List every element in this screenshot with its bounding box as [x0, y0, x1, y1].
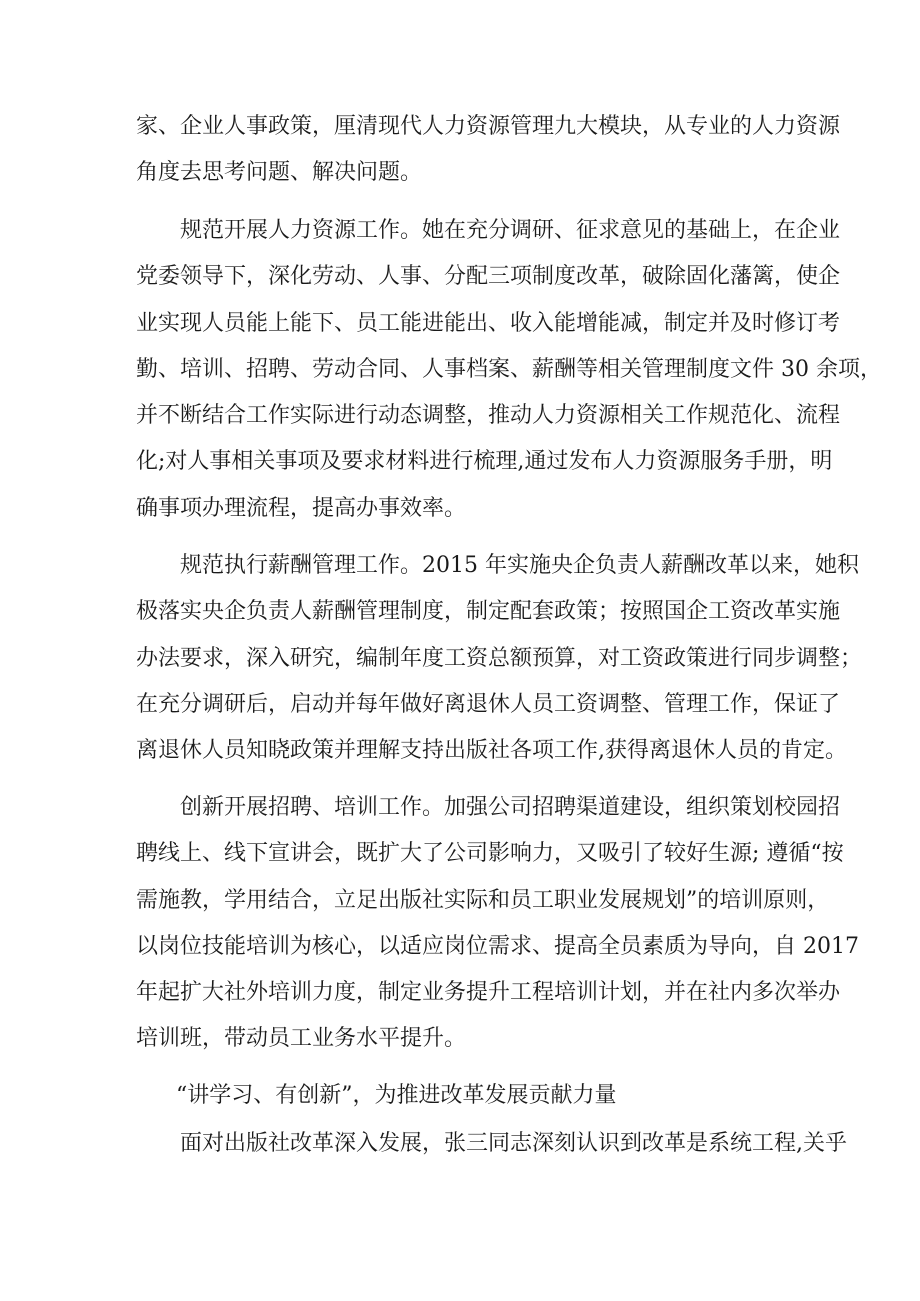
text-line: 党委领导下，深化劳动、人事、分配三项制度改革，破除固化藩篱，使企 [136, 264, 841, 290]
text-line: 极落实央企负责人薪酬管理制度，制定配套政策；按照国企工资改革实施 [136, 599, 841, 625]
text-line: 离退休人员知晓政策并理解支持出版社各项工作,获得离退休人员的肯定。 [136, 738, 847, 764]
text-line: 需施教，学用结合，立足出版社实际和员工职业发展规划”的培训原则， [136, 887, 830, 913]
text-line: 角度去思考问题、解决问题。 [136, 160, 423, 186]
text-line: 以岗位技能培训为核心，以适应岗位需求、提高全员素质为导向，自 2017 [136, 933, 859, 959]
text-line: 年起扩大社外培训力度，制定业务提升工程培训计划，并在社内多次举办 [136, 980, 841, 1006]
paragraph-hr-standardization [136, 208, 882, 532]
paragraph-recruitment-training [136, 785, 859, 1063]
text-line: 化;对人事相关事项及要求材料进行梳理,通过发布人力资源服务手册，明 [136, 449, 833, 475]
text-line: 并不断结合工作实际进行动态调整，推动人力资源相关工作规范化、流程 [136, 403, 841, 429]
text-line: 办法要求，深入研究，编制年度工资总额预算，对工资政策进行同步调整； [136, 645, 863, 671]
text-line: 在充分调研后，启动并每年做好离退休人员工资调整、管理工作，保证了 [136, 691, 841, 717]
paragraph-salary-management [136, 543, 863, 774]
paragraph-hr-policy-continued [136, 104, 841, 197]
text-line: 聘线上、线下宣讲会，既扩大了公司影响力，又吸引了较好生源; 遵循“按 [136, 841, 844, 867]
paragraph-reform-intro [136, 1121, 847, 1167]
text-line: 规范开展人力资源工作。她在充分调研、征求意见的基础上，在企业 [180, 218, 841, 243]
section-heading [176, 1073, 836, 1119]
text-line: 规范执行薪酬管理工作。2015 年实施央企负责人薪酬改革以来，她积 [180, 553, 859, 578]
text-line: 培训班，带动员工业务水平提升。 [136, 1026, 467, 1052]
text-line: 确事项办理流程，提高办事效率。 [136, 495, 467, 521]
text-line: 面对出版社改革深入发展，张三同志深刻认识到改革是系统工程,关乎 [180, 1131, 847, 1156]
text-line: 家、企业人事政策，厘清现代人力资源管理九大模块，从专业的人力资源 [136, 114, 841, 139]
text-line: 勤、培训、招聘、劳动合同、人事档案、薪酬等相关管理制度文件 30 余项， [136, 356, 882, 382]
text-line: 业实现人员能上能下、员工能进能出、收入能增能减，制定并及时修订考 [136, 310, 841, 336]
text-line: 创新开展招聘、培训工作。加强公司招聘渠道建设，组织策划校园招 [180, 795, 841, 820]
heading-text: “讲学习、有创新”，为推进改革发展贡献力量 [176, 1083, 617, 1108]
